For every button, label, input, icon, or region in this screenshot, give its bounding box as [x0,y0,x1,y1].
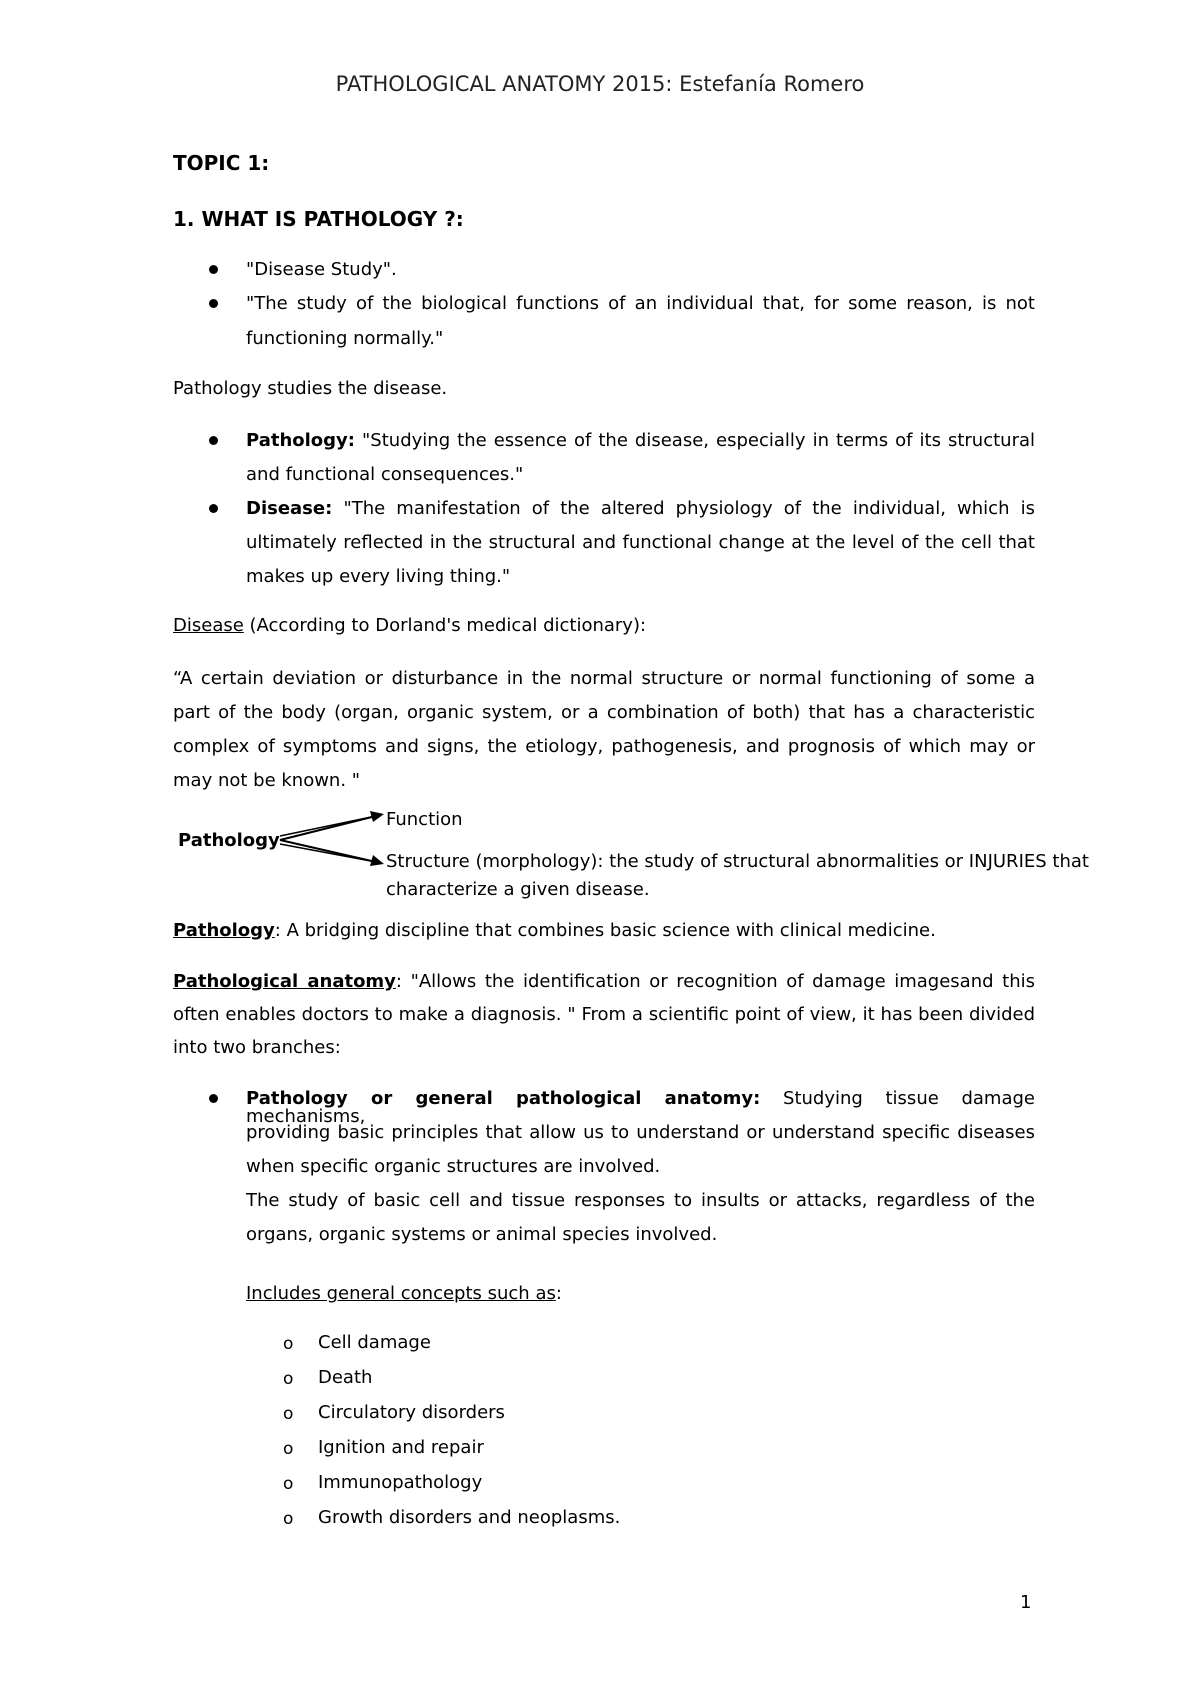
disease-definition-continuation: ultimately reflected in the structural and functional change at the level of the cell that [246,532,1035,553]
term-disease: Disease: [246,498,333,519]
concept-item: Immunopathology [318,1472,483,1493]
definition-continuation: functioning normally." [246,328,444,349]
topic-heading: TOPIC 1: [173,151,270,175]
dorland-quote-line: may not be known. " [173,770,361,791]
diagram-branch-function: Function [386,809,463,830]
pathology-definition-text: "Studying the essence of the disease, especially in terms of its structural [362,430,1035,451]
includes-label-text: Includes general concepts such as [246,1283,556,1304]
general-anatomy-line: providing basic principles that allow us to understand or understand specific diseases [246,1122,1035,1143]
term-disease-underlined: Disease [173,615,244,636]
dorland-heading [173,617,646,635]
bullet-icon [209,1094,218,1103]
includes-label-colon: : [555,1283,562,1304]
concept-item: Growth disorders and neoplasms. [318,1507,621,1528]
term-pathology: Pathology: [246,430,355,451]
general-anatomy-line: The study of basic cell and tissue responses to insults or attacks, regardless of the [246,1190,1035,1211]
dorland-quote-line: “A certain deviation or disturbance in the normal structure or normal functioning of some a [173,668,1035,689]
pathology-definition [246,432,1035,450]
general-anatomy-line [246,1090,1035,1126]
anatomy-paragraph-line [173,973,1035,991]
concept-item: Circulatory disorders [318,1402,505,1423]
disease-definition [246,500,1035,518]
dorland-quote-line: complex of symptoms and signs, the etiology, pathogenesis, and prognosis of which may or [173,736,1035,757]
term-pathology-bridging: Pathology [173,920,275,941]
general-anatomy-line: organs, organic systems or animal species involved. [246,1224,718,1245]
bridging-paragraph [173,922,936,940]
anatomy-paragraph-line: into two branches: [173,1037,341,1058]
pathology-definition-continuation: and functional consequences." [246,464,524,485]
bullet-icon [209,265,218,274]
diagram-root-label: Pathology [178,830,280,851]
anatomy-paragraph-line: often enables doctors to make a diagnosis. " From a scientific point of view, it has been divided [173,1004,1035,1025]
general-anatomy-line: when specific organic structures are involved. [246,1156,661,1177]
diagram-branch-structure-continuation: characterize a given disease. [386,879,650,900]
bullet-icon [209,436,218,445]
circle-bullet-icon: o [283,1334,294,1354]
dorland-heading-rest: (According to Dorland's medical dictionary): [243,615,647,636]
concept-item: Ignition and repair [318,1437,484,1458]
disease-definition-continuation: makes up every living thing." [246,566,511,587]
diagram-branch-structure: Structure (morphology): the study of structural abnormalities or INJURIES that [386,851,1089,872]
concept-item: Death [318,1367,373,1388]
circle-bullet-icon: o [283,1369,294,1389]
dorland-quote-line: part of the body (organ, organic system, or a combination of both) that has a characteristic [173,702,1035,723]
concept-item: Cell damage [318,1332,431,1353]
branch-arrows-icon [276,808,388,868]
bridging-text: : A bridging discipline that combines basic science with clinical medicine. [274,920,936,941]
disease-definition-text: "The manifestation of the altered physiology of the individual, which is [343,498,1035,519]
includes-label [246,1285,562,1303]
term-pathological-anatomy: Pathological anatomy [173,971,396,992]
anatomy-text: : "Allows the identification or recognition of damage imagesand this [395,971,1035,992]
page-number: 1 [1020,1592,1032,1613]
definition-item: "Disease Study". [246,259,397,280]
bullet-icon [209,504,218,513]
bullet-icon [209,299,218,308]
circle-bullet-icon: o [283,1474,294,1494]
term-general-pathological-anatomy: Pathology or general pathological anatomy: [246,1088,761,1109]
definition-item: "The study of the biological functions of an individual that, for some reason, is not [246,293,1035,314]
paragraph: Pathology studies the disease. [173,378,448,399]
circle-bullet-icon: o [283,1439,294,1459]
general-anatomy-text: Studying tissue damage mechanisms, [246,1088,1035,1127]
page-header: PATHOLOGICAL ANATOMY 2015: Estefanía Romero [335,72,865,96]
circle-bullet-icon: o [283,1404,294,1424]
circle-bullet-icon: o [283,1509,294,1529]
section-heading: 1. WHAT IS PATHOLOGY ?: [173,207,464,231]
